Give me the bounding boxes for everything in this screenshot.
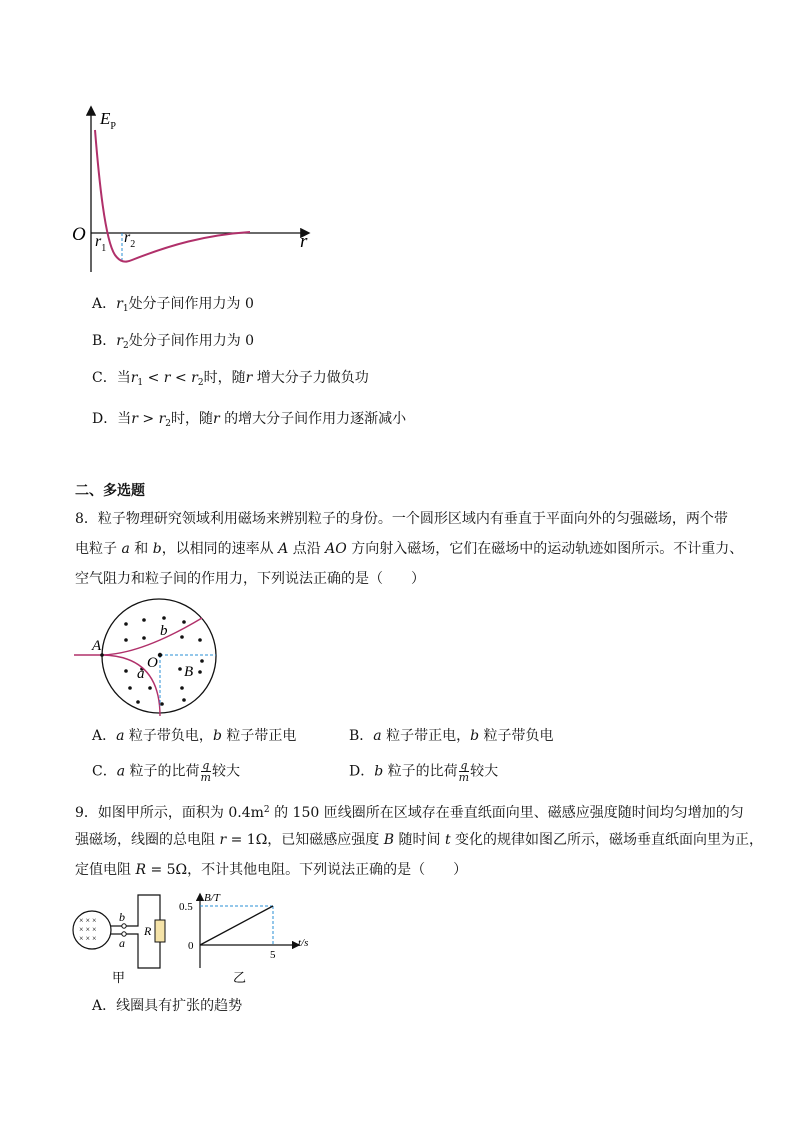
q8-option-c: C．a 粒子的比荷 $\frac{q}{m}$ 较大: [92, 759, 240, 784]
charge-mass-ratio: $\frac{q}{m}$: [458, 759, 470, 784]
svg-text:r1: [95, 233, 106, 254]
label-b-terminal: b: [119, 910, 125, 924]
coil-crosses-3: × × ×: [79, 934, 97, 943]
q7-option-d: D．当$r > r_2$时，随r 的增大分子间作用力逐渐减小: [92, 411, 407, 429]
q9-line2: 强磁场，线圈的总电阻 r = 1Ω，已知磁感应强度 B 随时间 t 变化的规律如图乙所示，磁场垂直纸面向里为正，: [75, 832, 764, 848]
label-A: A: [92, 638, 102, 654]
svg-text:EP: [99, 109, 116, 132]
bt-y-tick: 0.5: [179, 901, 193, 913]
q7-option-a: A．$r_1$处分子间作用力为 0: [92, 296, 254, 314]
charge-mass-ratio: $\frac{q}{m}$: [200, 759, 211, 784]
ep-curve-figure: [70, 100, 320, 275]
caption-yi: 乙: [233, 970, 247, 985]
resistor-r: [155, 920, 165, 942]
q8-option-b: B．a 粒子带正电，b 粒子带负电: [349, 728, 554, 744]
q9-line3: 定值电阻 R = 5Ω，不计其他电阻。下列说法正确的是（ ）: [75, 862, 468, 878]
label-O: O: [147, 655, 158, 671]
ep-y-label: E: [100, 109, 111, 128]
q9-line1: 9．如图甲所示，面积为 $0.4m^2$ 的 150 匝线圈所在区域存在垂直纸面向里、磁感应强度随时间均匀增加的匀: [75, 805, 744, 821]
r2-sub: 2: [130, 239, 136, 250]
q8-option-a: A．a 粒子带负电，b 粒子带正电: [92, 728, 297, 744]
bt-x-tick: 5: [270, 949, 276, 961]
bt-x-label: t/s: [298, 937, 309, 949]
ep-curve: [95, 130, 250, 262]
ep-y-label-sub: P: [110, 121, 116, 132]
trajectory-b: [102, 618, 202, 655]
bt-origin: 0: [188, 940, 194, 952]
fig-jia-coil-circuit: [70, 890, 180, 985]
r2-label: r: [124, 229, 131, 246]
label-b: b: [160, 623, 168, 639]
label-a-terminal: a: [119, 936, 125, 950]
label-a: a: [137, 666, 145, 682]
center-dot: [158, 653, 162, 657]
fig-yi-b-t-graph: [176, 890, 326, 990]
q8-line1: 8．粒子物理研究领域利用磁场来辨别粒子的身份。一个圆形区域内有垂直于平面向外的匀强磁场，两个带: [75, 511, 728, 527]
section-title: 二、多选题: [75, 483, 145, 499]
q9-option-a: A．线圈具有扩张的趋势: [92, 998, 243, 1014]
r1-sub: 1: [101, 243, 107, 254]
ep-x-label: r: [300, 231, 308, 252]
caption-jia: 甲: [112, 970, 126, 985]
q7-option-c: C．当$r_1 < r < r_2$时，随r 增大分子力做负功: [92, 370, 369, 388]
terminal-b: [122, 924, 126, 928]
coil-crosses-1: × × ×: [79, 916, 97, 925]
bt-line: [200, 906, 273, 945]
q8-line3: 空气阻力和粒子间的作用力，下列说法正确的是（ ）: [75, 571, 425, 587]
svg-text:r2: [124, 229, 135, 250]
q8-field-figure: [72, 596, 232, 721]
coil-crosses-2: × × ×: [79, 925, 97, 934]
q8-option-d: D．b 粒子的比荷 $\frac{q}{m}$ 较大: [349, 759, 499, 784]
bt-y-label: B/T: [204, 892, 220, 904]
label-R: R: [144, 924, 152, 938]
label-B: B: [184, 664, 194, 680]
ep-origin-label: O: [72, 224, 86, 245]
r1-label: r: [95, 233, 102, 250]
q8-line2: 电粒子 a 和 b，以相同的速率从 A 点沿 AO 方向射入磁场，它们在磁场中的运动轨迹如图所示。不计重力、: [75, 541, 744, 557]
q7-option-b: B．$r_2$处分子间作用力为 0: [92, 333, 255, 351]
